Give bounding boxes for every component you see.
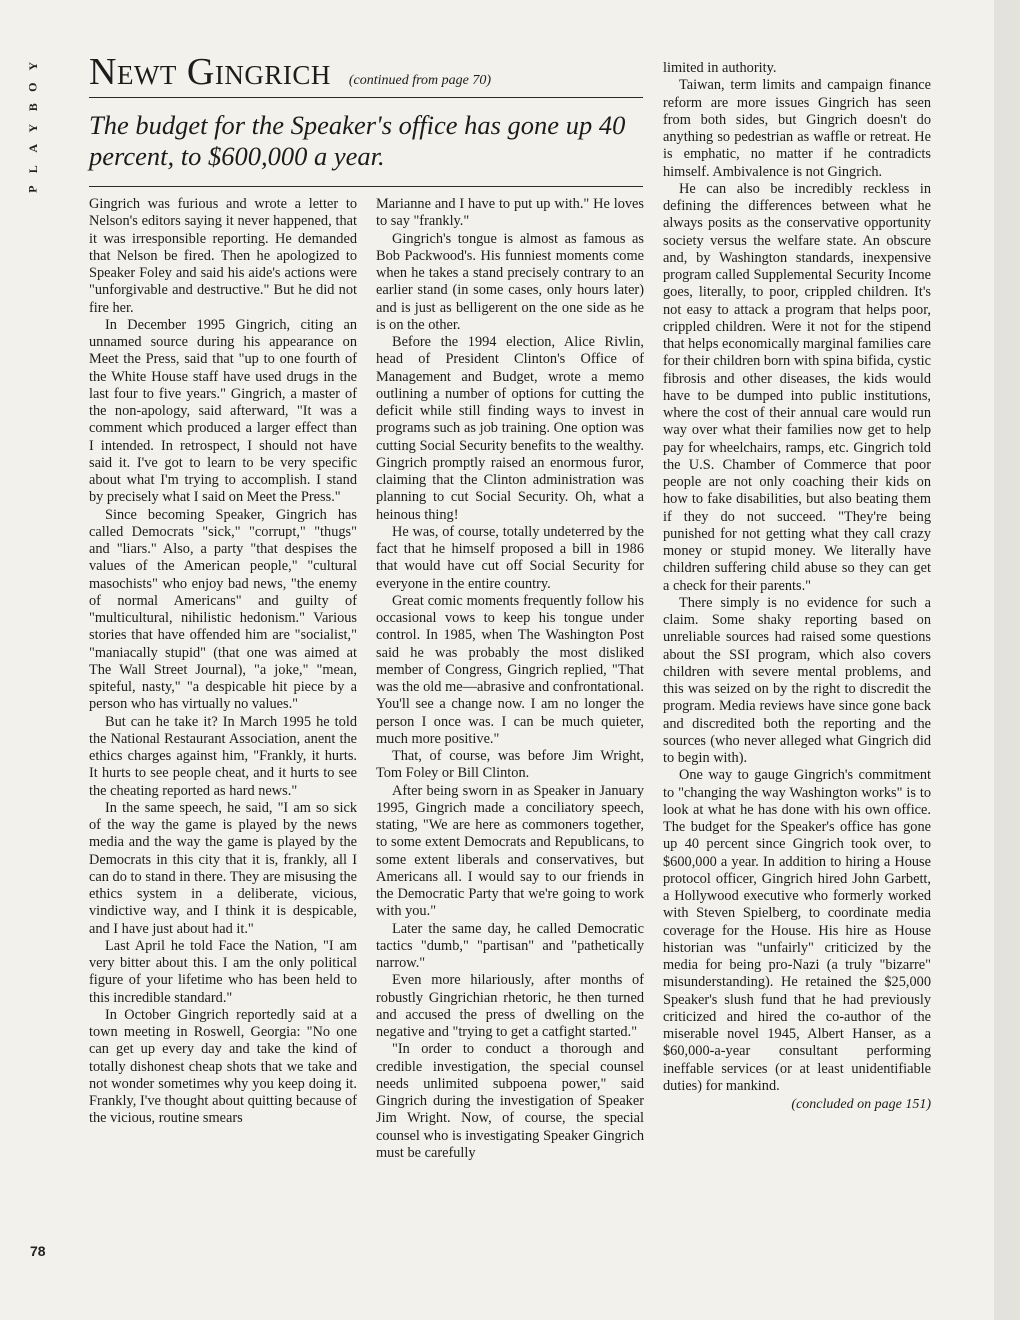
- text-column-2: [376, 196, 644, 1162]
- article-title: Newt Gingrich: [89, 51, 331, 93]
- paragraph: One way to gauge Gingrich's commitment to "changing the way Washington works" is to look at what he has done with his own office. The budget for the Speaker's office has gone up 40 percent since Gingrich took over, to $600,000 a year. In addition to hiring a House protocol officer, Gingrich hired John Garbett, a Hollywood executive who formerly worked with Steven Spielberg, to coordinate media coverage for the House. His hire as House historian was "unfairly" criticized by the media for being pro-Nazi (a truly "bizarre" misunderstanding). He retained the $25,000 Speaker's slush fund that he had previously criticized and hired the co-author of the miserable novel 1945, Albert Hanser, as a $60,000-a-year consultant performing ineffable services (or at least unidentifiable duties) for mankind.: [663, 767, 931, 1094]
- page-edge: [994, 0, 1020, 1320]
- continued-note: (continued from page 70): [348, 73, 492, 88]
- paragraph: Taiwan, term limits and campaign finance reform are more issues Gingrich has seen from both sides, but Gingrich doesn't do anything so pedestrian as waffle or retreat. He is emphatic, no matter if he contradicts himself. Ambivalence is not Gingrich.: [663, 77, 931, 180]
- pull-quote: The budget for the Speaker's office has gone up 40 percent, to $600,000 a year.: [89, 98, 643, 187]
- article-header: [89, 52, 643, 187]
- paragraph: After being sworn in as Speaker in January 1995, Gingrich made a conciliatory speech, stating, "We are here as commoners together, to some extent Democrats and Republicans, to some extent liberals and conservatives, but Americans all. I would say to our friends in the Democratic Party that we're going to work with you.": [376, 782, 644, 920]
- paragraph: There simply is no evidence for such a claim. Some shaky reporting based on unreliable sources had raised some questions about the SSI program, which also covers children with severe mental problems, and this was seized on by the right to discredit the program. Media reviews have since gone back and discredited both the reporting and the sources (who never alleged what Gingrich did to begin with).: [663, 594, 931, 766]
- running-head-letter: O: [25, 82, 40, 92]
- paragraph: That, of course, was before Jim Wright, Tom Foley or Bill Clinton.: [376, 748, 644, 782]
- running-head-letter: Y: [25, 61, 40, 71]
- paragraph: Since becoming Speaker, Gingrich has called Democrats "sick," "corrupt," "thugs" and "liars." Also, a party "that despises the values of the American people," "cultural masochists" who enjoy bad news, "the enemy of normal Americans" and guilty of "multicultural, nihilistic hedonism." Various stories that have offended him are "socialist," "maniacally stupid" (that one was aimed at The Wall Street Journal), "a joke," "mean, spiteful, nasty," "a despicable hit piece by a person who has virtually no values.": [89, 506, 357, 713]
- paragraph: Gingrich's tongue is almost as famous as Bob Packwood's. His funniest moments come when he takes a stand precisely contrary to an earlier stand (in some cases, only hours later) and is just as belligerent on the one side as he is on the other.: [376, 230, 644, 333]
- paragraph: But can he take it? In March 1995 he told the National Restaurant Association, anent the ethics charges against him, "Frankly, it hurts. It hurts to see people cheat, and it hurts to see the cheating reported as hard news.": [89, 713, 357, 799]
- paragraph: He can also be incredibly reckless in defining the differences between what he always posits as the conservative opportunity society versus the welfare state. An obscure and, by Washington standards, inexpensive program called Supplemental Security Income goes, literally, to poor, crippled children. It's not easy to attack a program that helps poor, crippled children. Were it not for the stipend that helps economically marginal families care for their children born with spina bifida, cystic fibrosis and other diseases, the kids would have to be dumped into public institutions, where the cost of their annual care would run way over what their families now get to help pay for wheelchairs, ramps, etc. Gingrich told the U.S. Chamber of Commerce that poor people are not only coaching their kids on how to fake disabilities, but also beating them if they do not succeed. "They're being punished for not getting what they call crazy money or stupid money. We literally have children suffering child abuse so they can get a check for their parents.": [663, 180, 931, 594]
- concluded-note: (concluded on page 151): [791, 1097, 931, 1112]
- paragraph: Before the 1994 election, Alice Rivlin, head of President Clinton's Office of Management and Budget, wrote a memo outlining a number of options for cutting the deficit while still finding ways to invest in programs such as job training. One option was cutting Social Security benefits to the wealthy. Gingrich promptly raised an enormous furor, claiming that the Clinton administration was planning to cut Social Security. Oh, what a heinous thing!: [376, 334, 644, 523]
- paragraph: Great comic moments frequently follow his occasional vows to keep his tongue under control. In 1985, when The Washington Post said he was probably the most disliked member of Congress, Gingrich replied, "That was the old me—abrasive and confrontational. You'll see a change now. I am no longer the person I once was. I can be much quieter, much more positive.": [376, 592, 644, 747]
- running-head-letter: L: [25, 164, 40, 173]
- paragraph: Marianne and I have to put up with." He loves to say "frankly.": [376, 196, 644, 230]
- paragraph: "In order to conduct a thorough and credible investigation, the special counsel needs unlimited subpoena power," said Gingrich during the investigation of Speaker Jim Wright. Now, of course, the special counsel who is investigating Speaker Gingrich must be carefully: [376, 1041, 644, 1161]
- paragraph: In October Gingrich reportedly said at a town meeting in Roswell, Georgia: "No one can get up every day and take the kind of totally dishonest cheap shots that we take and not wonder sometimes why you keep doing it. Frankly, I've thought about quitting because of the vicious, routine smears: [89, 1006, 357, 1127]
- paragraph: Later the same day, he called Democratic tactics "dumb," "partisan" and "pathetically narrow.": [376, 920, 644, 971]
- running-head-letter: P: [25, 185, 40, 193]
- text-column-1: [89, 196, 357, 1128]
- title-row: [89, 52, 643, 98]
- running-head-letter: A: [25, 143, 40, 153]
- running-head-letter: B: [25, 103, 40, 112]
- page-number: 78: [30, 1243, 46, 1259]
- paragraph: In December 1995 Gingrich, citing an unnamed source during his appearance on Meet the Press, said that "up to one fourth of the White House staff have used drugs in the last four to five years." Gingrich, a master of the non-apology, said afterward, "It was a comment which produced a larger effect than I intended. In retrospect, I should not have said it. I've got to learn to be very specific about what I'm trying to accomplish. I stand by precisely what I said on Meet the Press.": [89, 316, 357, 506]
- paragraph: In the same speech, he said, "I am so sick of the way the game is played by the news media and the way the game is played by the Democrats in this city that it is, frankly, all I can do to stand in there. They are misusing the ethics system in a deliberate, vicious, vindictive way, and I think it is despicable, and I have just about had it.": [89, 799, 357, 937]
- paragraph: Last April he told Face the Nation, "I am very bitter about this. I am the only political figure of your lifetime who has been held to this incredible standard.": [89, 937, 357, 1006]
- paragraph: He was, of course, totally undeterred by the fact that he himself proposed a bill in 1986 that would have cut off Social Security for everyone in the entire country.: [376, 523, 644, 592]
- paragraph: Even more hilariously, after months of robustly Gingrichian rhetoric, he then turned and accused the press of dwelling on the negative and "trying to get a catfight started.": [376, 972, 644, 1040]
- running-head-letter: Y: [25, 123, 40, 133]
- paragraph: Gingrich was furious and wrote a letter to Nelson's editors saying it never happened, that it was irresponsible reporting. He demanded that Nelson be fired. Then he apologized to Speaker Foley and said his aide's actions were "unforgivable and destructive." But he did not fire her.: [89, 196, 357, 316]
- text-column-3: [663, 60, 931, 1113]
- running-head: [22, 56, 44, 200]
- paragraph: limited in authority.: [663, 60, 777, 76]
